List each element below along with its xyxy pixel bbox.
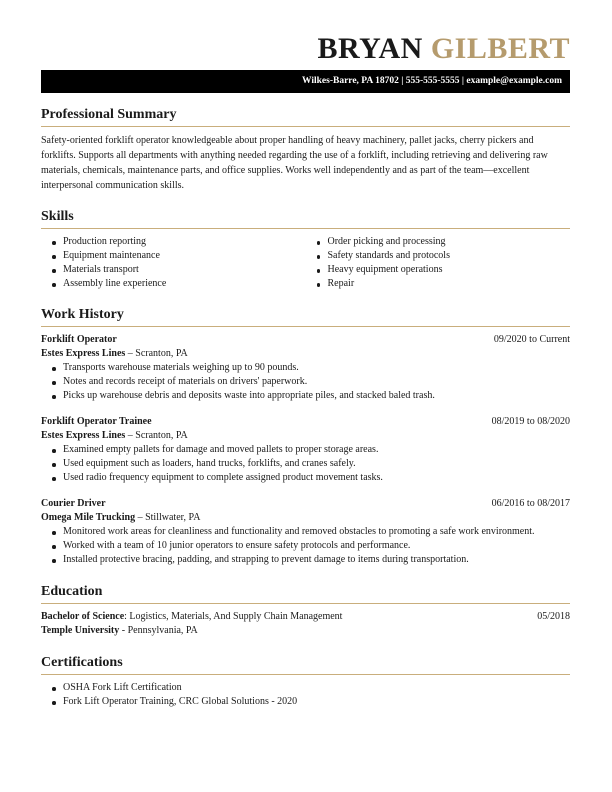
job-bullet: Notes and records receipt of materials on drivers' paperwork. <box>41 375 570 389</box>
education-title: Education <box>41 583 570 604</box>
certifications-title: Certifications <box>41 654 570 675</box>
job-bullet: Transports warehouse materials weighing up to 90 pounds. <box>41 361 570 375</box>
graduation-date: 05/2018 <box>537 611 570 622</box>
job-bullet: Picks up warehouse debris and deposits waste into appropriate piles, and stacked baled trash. <box>41 389 570 403</box>
skills-title: Skills <box>41 208 570 229</box>
job-bullet: Worked with a team of 10 junior operators to ensure safety protocols and performance. <box>41 539 570 553</box>
degree: Bachelor of Science <box>41 611 125 622</box>
job-bullet: Monitored work areas for cleanliness and functionality and removed obstacles to promoting a safe work environment. <box>41 525 570 539</box>
school-location: - Pennsylvania, PA <box>119 625 198 636</box>
last-name: GILBERT <box>430 32 570 65</box>
skill-item: Equipment maintenance <box>41 249 306 263</box>
work-section <box>41 306 570 567</box>
contact-bar: Wilkes-Barre, PA 18702 | 555-555-5555 | example@example.com <box>41 70 570 93</box>
job-location: – Scranton, PA <box>125 348 188 359</box>
work-title: Work History <box>41 306 570 327</box>
summary-title: Professional Summary <box>41 106 570 127</box>
job-company: Estes Express Lines <box>41 348 126 359</box>
job-bullet: Installed protective bracing, padding, and strapping to prevent damage to items during transportation. <box>41 553 570 567</box>
job-company: Estes Express Lines <box>41 430 126 441</box>
job-bullet: Used equipment such as loaders, hand trucks, forklifts, and cranes safely. <box>41 457 570 471</box>
job-location: – Scranton, PA <box>125 430 188 441</box>
skill-item: Order picking and processing <box>306 235 571 249</box>
skill-item: Assembly line experience <box>41 277 306 291</box>
degree-field: : Logistics, Materials, And Supply Chain Management <box>124 611 343 622</box>
skills-section <box>41 208 570 291</box>
first-name: BRYAN <box>317 32 423 65</box>
job-location: – Stillwater, PA <box>135 512 201 523</box>
job-title: Courier Driver <box>41 498 106 509</box>
job-bullet: Used radio frequency equipment to complete assigned product movement tasks. <box>41 471 570 485</box>
job-bullet: Examined empty pallets for damage and moved pallets to proper storage areas. <box>41 443 570 457</box>
job-dates: 08/2019 to 08/2020 <box>491 416 570 427</box>
skills-right-list <box>306 235 571 291</box>
job-title: Forklift Operator Trainee <box>41 416 152 427</box>
job-entry <box>41 333 570 403</box>
skill-item: Materials transport <box>41 263 306 277</box>
school-name: Temple University <box>41 625 120 636</box>
skills-left-list <box>41 235 306 291</box>
job-dates: 06/2016 to 08/2017 <box>491 498 570 509</box>
skill-item: Repair <box>306 277 571 291</box>
candidate-name <box>317 31 570 67</box>
job-entry <box>41 497 570 567</box>
job-entry <box>41 415 570 485</box>
certification-item: OSHA Fork Lift Certification <box>41 681 570 695</box>
education-section <box>41 583 570 638</box>
job-company: Omega Mile Trucking <box>41 512 136 523</box>
certification-item: Fork Lift Operator Training, CRC Global Solutions - 2020 <box>41 695 570 709</box>
summary-section <box>41 106 570 193</box>
resume-body <box>41 106 570 709</box>
skill-item: Heavy equipment operations <box>306 263 571 277</box>
job-dates: 09/2020 to Current <box>493 334 570 345</box>
job-title: Forklift Operator <box>41 334 117 345</box>
skill-item: Safety standards and protocols <box>306 249 571 263</box>
skill-item: Production reporting <box>41 235 306 249</box>
certifications-section <box>41 654 570 709</box>
summary-text: Safety-oriented forklift operator knowledgeable about proper handling of heavy machinery, pallet jacks, cherry pickers and forklifts. Supports all departments with anything needed regarding the use of a forklift, including retrieving and delivering raw materials, chemicals, maintenance parts, and office supplies. Works well independently and as part of the team—excellent interpersonal communication skills. <box>41 135 548 191</box>
